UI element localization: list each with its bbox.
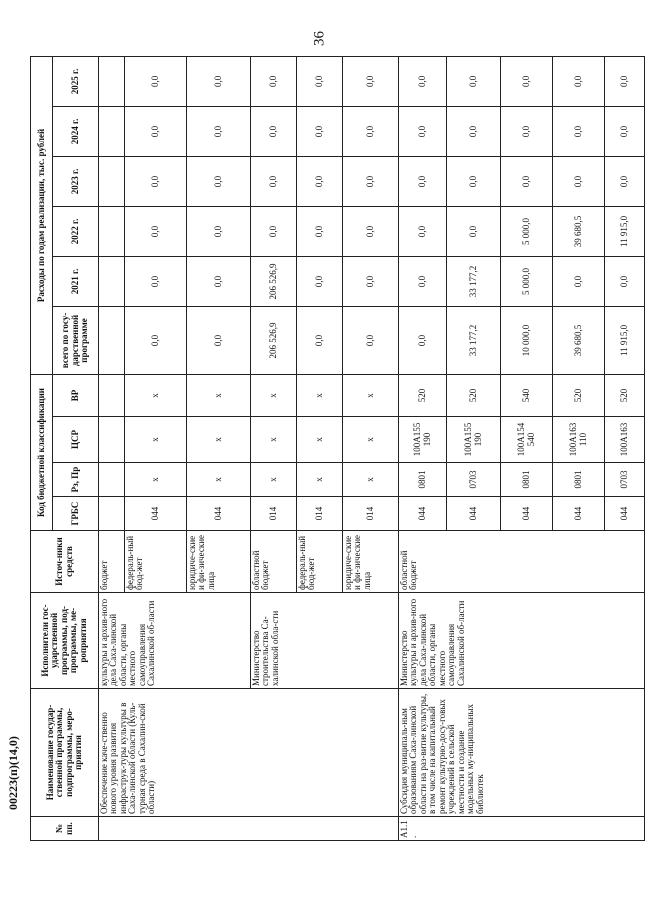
- value-cell: 0,0: [251, 106, 297, 156]
- page-number: 36: [311, 31, 328, 46]
- value-cell: 5 000,0: [501, 256, 553, 306]
- total-cell: 33 177,2: [447, 306, 501, 374]
- value-cell: 0,0: [297, 206, 343, 256]
- rzpr-cell: 0703: [447, 463, 501, 497]
- value-cell: 0,0: [251, 156, 297, 206]
- grbs-cell: 044: [501, 497, 553, 531]
- source-cell: областной бюджет: [251, 531, 297, 593]
- header-sources: Источ-ники средств: [31, 531, 99, 593]
- value-cell: 0,0: [251, 56, 297, 106]
- csr-cell: x: [187, 417, 251, 463]
- rzpr-cell: x: [297, 463, 343, 497]
- value-cell: 0,0: [399, 56, 447, 106]
- value-cell: 0,0: [125, 256, 187, 306]
- header-csr: ЦСР: [53, 417, 99, 463]
- total-cell: 206 526,9: [251, 306, 297, 374]
- value-cell: 0,0: [447, 106, 501, 156]
- value-cell: 0,0: [447, 56, 501, 106]
- rzpr-cell: x: [343, 463, 399, 497]
- budget-table: [30, 56, 645, 841]
- total-cell: 11 915,0: [605, 306, 645, 374]
- header-num: № пп.: [31, 817, 99, 841]
- value-cell: [99, 256, 125, 306]
- rzpr-cell: 0801: [553, 463, 605, 497]
- group-2-number: А1.1.: [399, 817, 645, 841]
- header-grbs: ГРБС: [53, 497, 99, 531]
- total-cell: 0,0: [399, 306, 447, 374]
- total-cell: 0,0: [343, 306, 399, 374]
- header-year: 2023 г.: [53, 156, 99, 206]
- csr-cell: x: [343, 417, 399, 463]
- value-cell: 0,0: [343, 56, 399, 106]
- csr-cell: x: [297, 417, 343, 463]
- value-cell: 0,0: [187, 56, 251, 106]
- group-2-name: Субсидия муниципаль-ным образованиям Саха-линской области на раз-витие культуры, в том числе на капитальный ремонт культурно-досу-говых учреждений в сельской местности и создание модельных му-ниципальных библиотек: [399, 689, 645, 817]
- value-cell: 5 000,0: [501, 206, 553, 256]
- total-cell: 0,0: [125, 306, 187, 374]
- grbs-cell: 044: [605, 497, 645, 531]
- header-year: 2025 г.: [53, 56, 99, 106]
- vr-cell: 520: [605, 374, 645, 416]
- total-cell: [99, 306, 125, 374]
- table-body: [99, 56, 645, 840]
- value-cell: 0,0: [501, 106, 553, 156]
- header-year: 2021 г.: [53, 256, 99, 306]
- value-cell: 206 526,9: [251, 256, 297, 306]
- grbs-cell: 044: [187, 497, 251, 531]
- csr-cell: x: [251, 417, 297, 463]
- value-cell: 0,0: [553, 256, 605, 306]
- value-cell: 0,0: [297, 56, 343, 106]
- value-cell: 0,0: [297, 106, 343, 156]
- csr-cell: 100A155 190: [399, 417, 447, 463]
- value-cell: 0,0: [125, 206, 187, 256]
- csr-cell: 100A163: [605, 417, 645, 463]
- csr-cell: 100A154 540: [501, 417, 553, 463]
- value-cell: 0,0: [343, 106, 399, 156]
- value-cell: [99, 56, 125, 106]
- total-cell: 10 000,0: [501, 306, 553, 374]
- value-cell: 0,0: [605, 156, 645, 206]
- rzpr-cell: 0801: [399, 463, 447, 497]
- header-year: 2024 г.: [53, 106, 99, 156]
- rzpr-cell: [99, 463, 125, 497]
- value-cell: 0,0: [187, 106, 251, 156]
- header-executors: Исполнители гос-ударственной программы, под-программы, ме-роприятия: [31, 593, 99, 689]
- value-cell: 0,0: [187, 206, 251, 256]
- group-1-name: Обеспечение каче-ственно нового уровня развития инфраструк-туры культуры в Саха-линской области (Куль-турная среда в Сахалин-ской области): [99, 689, 399, 817]
- group-2-executor: Министерство культуры и архив-ного дела Саха-линской области, органы местного самоуправления Сахалинской об-ласти: [399, 593, 645, 689]
- grbs-cell: 014: [297, 497, 343, 531]
- value-cell: [99, 156, 125, 206]
- value-cell: 0,0: [399, 256, 447, 306]
- csr-cell: 100A155 190: [447, 417, 501, 463]
- grbs-cell: 014: [343, 497, 399, 531]
- value-cell: 0,0: [501, 156, 553, 206]
- total-cell: 0,0: [187, 306, 251, 374]
- row-number-cell: [99, 817, 399, 841]
- rzpr-cell: 0703: [605, 463, 645, 497]
- grbs-cell: 044: [125, 497, 187, 531]
- value-cell: 0,0: [297, 156, 343, 206]
- value-cell: 39 680,5: [553, 206, 605, 256]
- vr-cell: 520: [447, 374, 501, 416]
- header-vr: ВР: [53, 374, 99, 416]
- vr-cell: 540: [501, 374, 553, 416]
- source-cell: федераль-ный бюд-жет: [297, 531, 343, 593]
- total-cell: 0,0: [297, 306, 343, 374]
- value-cell: 11 915,0: [605, 206, 645, 256]
- csr-cell: x: [125, 417, 187, 463]
- header-total: всего по госу-дарственной программе: [53, 306, 99, 374]
- value-cell: 0,0: [343, 256, 399, 306]
- value-cell: 0,0: [399, 156, 447, 206]
- csr-cell: [99, 417, 125, 463]
- source-cell: юридиче-ские и фи-зические лица: [343, 531, 399, 593]
- vr-cell: x: [251, 374, 297, 416]
- value-cell: 0,0: [605, 106, 645, 156]
- group-1-executor-a: культуры и архив-ного дела Саха-линской области, органы местного самоуправления Сахалинской об-ласти: [99, 593, 251, 689]
- value-cell: 0,0: [125, 156, 187, 206]
- value-cell: 33 177,2: [447, 256, 501, 306]
- value-cell: 0,0: [605, 256, 645, 306]
- value-cell: 0,0: [447, 206, 501, 256]
- rzpr-cell: x: [125, 463, 187, 497]
- value-cell: 0,0: [125, 56, 187, 106]
- table-row: [99, 56, 125, 840]
- vr-cell: [99, 374, 125, 416]
- value-cell: 0,0: [447, 156, 501, 206]
- program-table-wrapper: [30, 56, 629, 841]
- value-cell: [99, 106, 125, 156]
- vr-cell: x: [343, 374, 399, 416]
- grbs-cell: 014: [251, 497, 297, 531]
- value-cell: 0,0: [343, 156, 399, 206]
- source-cell: областной бюджет: [399, 531, 645, 593]
- value-cell: 0,0: [187, 256, 251, 306]
- rzpr-cell: 0801: [501, 463, 553, 497]
- grbs-cell: 044: [447, 497, 501, 531]
- grbs-cell: [99, 497, 125, 531]
- vr-cell: x: [297, 374, 343, 416]
- csr-cell: 100A163 110: [553, 417, 605, 463]
- source-cell: федераль-ный бюд-жет: [125, 531, 187, 593]
- table-row: [399, 56, 447, 840]
- vr-cell: x: [125, 374, 187, 416]
- rotated-table-container: [30, 56, 629, 841]
- value-cell: 0,0: [553, 56, 605, 106]
- value-cell: 0,0: [501, 56, 553, 106]
- grbs-cell: 044: [553, 497, 605, 531]
- header-rzpr: Рз, Пр: [53, 463, 99, 497]
- source-cell: бюджет: [99, 531, 125, 593]
- source-cell: юридиче-ские и фи-зические лица: [187, 531, 251, 593]
- vr-cell: 520: [553, 374, 605, 416]
- value-cell: 0,0: [399, 206, 447, 256]
- value-cell: 0,0: [125, 106, 187, 156]
- header-expenses: Расходы по годам реализации, тыс. рублей: [31, 56, 53, 374]
- total-cell: 39 680,5: [553, 306, 605, 374]
- value-cell: [99, 206, 125, 256]
- vr-cell: x: [187, 374, 251, 416]
- rzpr-cell: x: [187, 463, 251, 497]
- header-name: Наименование государ-ственной программы, подпрограммы, меро-приятия: [31, 689, 99, 817]
- vr-cell: 520: [399, 374, 447, 416]
- value-cell: 0,0: [553, 106, 605, 156]
- value-cell: 0,0: [605, 56, 645, 106]
- value-cell: 0,0: [399, 106, 447, 156]
- header-year: 2022 г.: [53, 206, 99, 256]
- grbs-cell: 044: [399, 497, 447, 531]
- document-code: 00223(п)(14,0): [6, 736, 20, 810]
- value-cell: 0,0: [553, 156, 605, 206]
- rzpr-cell: x: [251, 463, 297, 497]
- header-kbk: Код бюджетной классификации: [31, 374, 53, 530]
- value-cell: 0,0: [187, 156, 251, 206]
- value-cell: 0,0: [343, 206, 399, 256]
- value-cell: 0,0: [297, 256, 343, 306]
- group-1-executor-b: Министерство строительства Са-халинской обла-сти: [251, 593, 399, 689]
- value-cell: 0,0: [251, 206, 297, 256]
